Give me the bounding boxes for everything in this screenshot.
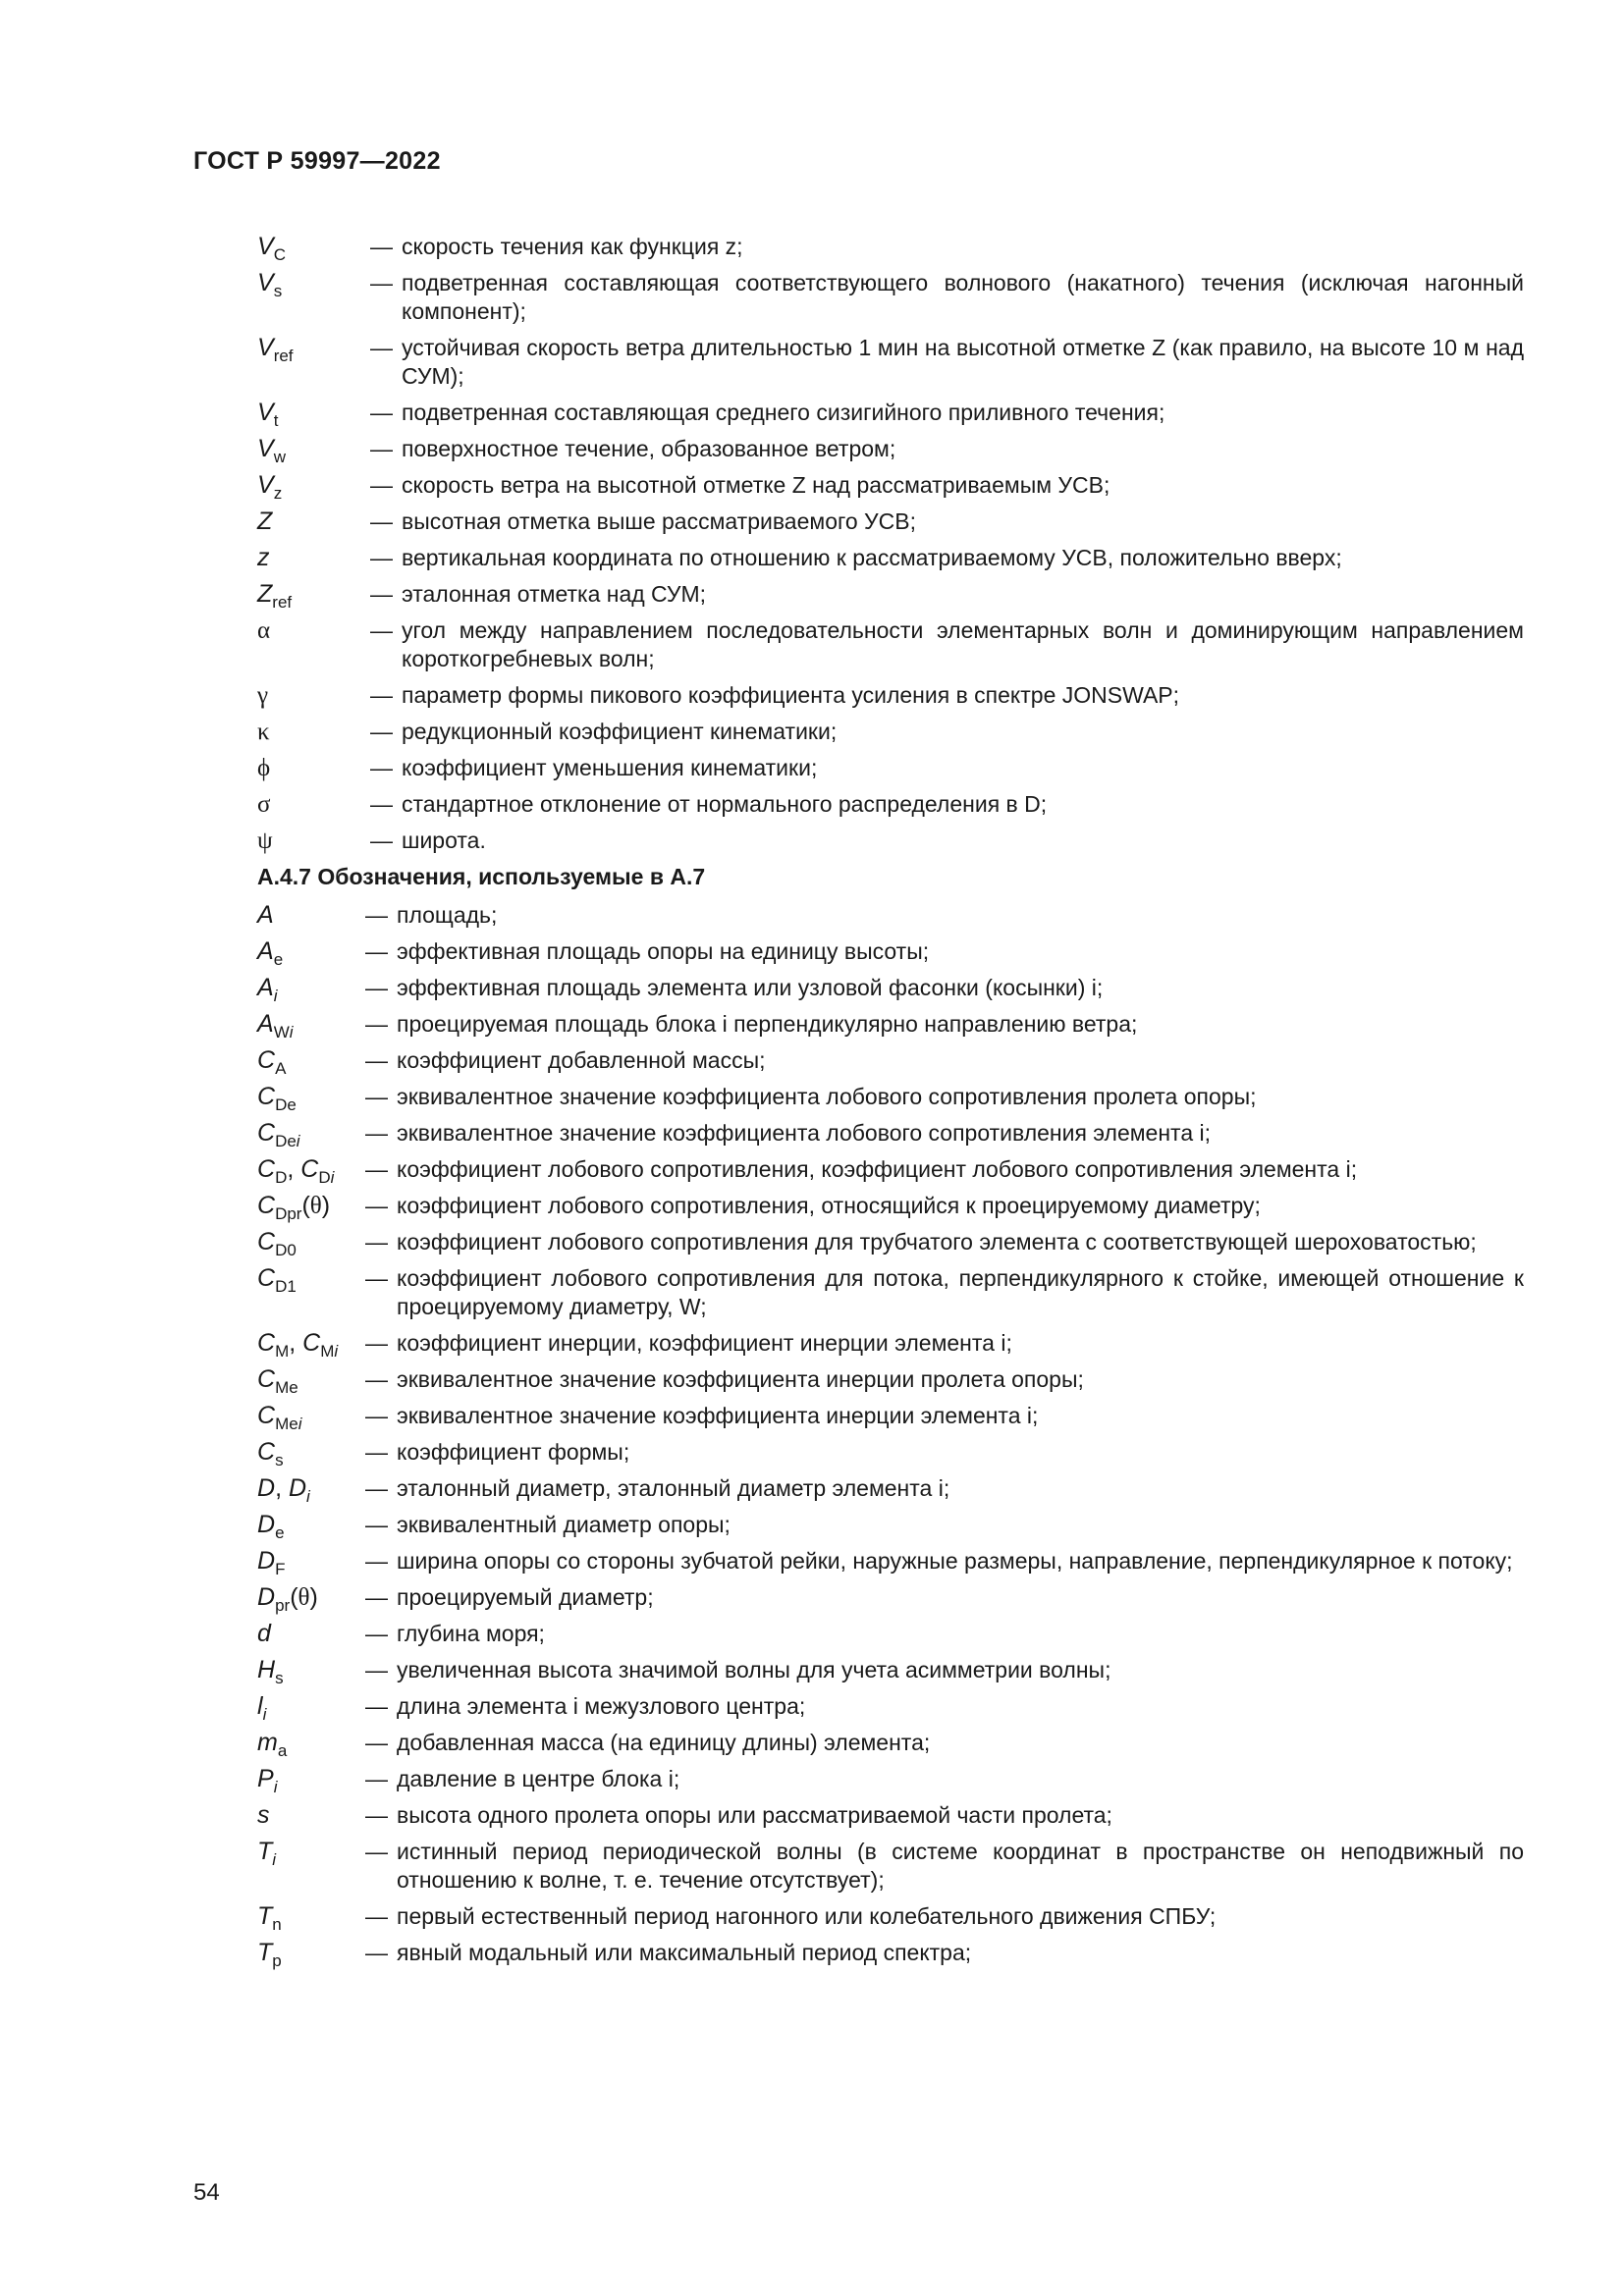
symbol-row-awi <box>257 1010 1524 1039</box>
symbol-row-kappa <box>257 718 1524 746</box>
description: подветренная составляющая соответствующего волнового (накатного) течения (исключая нагонный компонент); <box>402 270 1524 324</box>
description: коэффициент формы; <box>397 1439 630 1465</box>
symbol: $H_s$ <box>257 1656 284 1687</box>
description: коэффициент лобового сопротивления для потока, перпендикулярного к стойке, имеющей отношение к проецируемому диаметру, W; <box>397 1265 1524 1319</box>
dash: — <box>365 1548 388 1574</box>
description: эквивалентное значение коэффициента инерции пролета опоры; <box>397 1366 1084 1392</box>
description: первый естественный период нагонного или колебательного движения СПБУ; <box>397 1903 1217 1929</box>
symbol-row-phi <box>257 754 1524 782</box>
dash: — <box>365 1229 388 1255</box>
symbol-row-psi <box>257 827 1524 855</box>
symbol-row-vc <box>257 233 1524 264</box>
description: коэффициент лобового сопротивления, относящийся к проецируемому диаметру; <box>397 1193 1261 1218</box>
symbol-row-ae <box>257 937 1524 969</box>
symbol: $D_e$ <box>257 1511 285 1542</box>
symbol-row-cs <box>257 1438 1524 1467</box>
symbol-row-cdpr <box>257 1192 1524 1223</box>
description: коэффициент лобового сопротивления, коэффициент лобового сопротивления элемента i; <box>397 1156 1358 1182</box>
description: эквивалентное значение коэффициента лобового сопротивления пролета опоры; <box>397 1084 1257 1109</box>
symbol-row-gamma <box>257 681 1524 710</box>
dash: — <box>370 436 393 461</box>
symbol: $C_{Dpr}(\theta)$ <box>257 1192 331 1223</box>
dash: — <box>365 1084 388 1109</box>
symbol-row-ma <box>257 1729 1524 1760</box>
dash: — <box>370 719 393 744</box>
description: редукционный коэффициент кинематики; <box>402 719 838 744</box>
description: эффективная площадь элемента или узловой фасонки (косынки) i; <box>397 975 1104 1000</box>
symbol: $A_i$ <box>257 974 278 1005</box>
symbol-row-pi <box>257 1765 1524 1796</box>
symbol-row-df <box>257 1547 1524 1578</box>
symbol: $C_{De}$ <box>257 1083 297 1114</box>
dash: — <box>365 938 388 964</box>
dash: — <box>370 472 393 498</box>
description: вертикальная координата по отношению к рассматриваемому УСВ, положительно вверх; <box>402 545 1342 570</box>
symbol-row-ti <box>257 1838 1524 1895</box>
dash: — <box>365 1439 388 1465</box>
symbol: z <box>257 544 270 571</box>
symbol: $C_M$, $C_{Mi}$ <box>257 1329 339 1361</box>
symbol: $V_t$ <box>257 399 279 430</box>
description: глубина моря; <box>397 1621 545 1646</box>
dash: — <box>365 1693 388 1719</box>
symbol: $C_{D1}$ <box>257 1264 297 1296</box>
symbol-row-cdei <box>257 1119 1524 1148</box>
symbol-row-tn <box>257 1902 1524 1934</box>
description: эталонный диаметр, эталонный диаметр элемента i; <box>397 1475 950 1501</box>
symbol: $Z_{ref}$ <box>257 580 293 612</box>
symbol: $D_F$ <box>257 1547 286 1578</box>
description: коэффициент лобового сопротивления для трубчатого элемента с соответствующей шероховатостью; <box>397 1229 1477 1255</box>
symbol: $A_e$ <box>257 937 284 969</box>
description: высота одного пролета опоры или рассматриваемой части пролета; <box>397 1802 1112 1828</box>
symbol-row-dpr <box>257 1583 1524 1615</box>
dash: — <box>365 1156 388 1182</box>
symbol-row-vw <box>257 435 1524 466</box>
symbol-row-vref <box>257 334 1524 391</box>
description: широта. <box>402 828 486 853</box>
description: стандартное отклонение от нормального распределения в D; <box>402 791 1048 817</box>
dash: — <box>365 1047 388 1073</box>
description: добавленная масса (на единицу длины) элемента; <box>397 1730 931 1755</box>
symbol: $C_{D0}$ <box>257 1228 297 1259</box>
dash: — <box>365 1403 388 1428</box>
dash: — <box>365 975 388 1000</box>
symbol: $P_i$ <box>257 1765 278 1796</box>
symbol: D, $D_i$ <box>257 1474 310 1506</box>
symbols-list <box>257 233 1524 1975</box>
description: параметр формы пикового коэффициента усиления в спектре JONSWAP; <box>402 682 1180 708</box>
description: скорость течения как функция z; <box>402 234 743 259</box>
dash: — <box>370 234 393 259</box>
description: коэффициент инерции, коэффициент инерции элемента i; <box>397 1330 1012 1356</box>
symbol: $m_a$ <box>257 1729 288 1760</box>
symbol-row-vt <box>257 399 1524 430</box>
symbol: $C_{Mei}$ <box>257 1402 302 1433</box>
description: поверхностное течение, образованное ветром; <box>402 436 896 461</box>
symbol-row-cm-cmi <box>257 1329 1524 1361</box>
symbol: $C_{Me}$ <box>257 1365 298 1397</box>
description: длина элемента i межузлового центра; <box>397 1693 806 1719</box>
symbol: σ <box>257 791 271 818</box>
symbol: $D_{pr}(\theta)$ <box>257 1583 318 1615</box>
symbol: s <box>257 1801 270 1829</box>
symbol-row-d-lower <box>257 1620 1524 1648</box>
symbol: $T_p$ <box>257 1939 282 1970</box>
symbol: $A_{Wi}$ <box>257 1010 294 1041</box>
dash: — <box>365 1766 388 1791</box>
dash: — <box>370 270 393 295</box>
description: коэффициент уменьшения кинематики; <box>402 755 818 780</box>
symbol: ϕ <box>257 755 271 781</box>
dash: — <box>370 755 393 780</box>
dash: — <box>370 791 393 817</box>
symbol-row-z-lower <box>257 544 1524 572</box>
dash: — <box>365 1120 388 1146</box>
description: эквивалентное значение коэффициента лобового сопротивления элемента i; <box>397 1120 1212 1146</box>
symbol-row-cd1 <box>257 1264 1524 1321</box>
description: подветренная составляющая среднего сизигийного приливного течения; <box>402 400 1165 425</box>
symbol: Z <box>257 507 273 535</box>
symbol-row-cd0 <box>257 1228 1524 1259</box>
symbol: $T_n$ <box>257 1902 282 1934</box>
dash: — <box>370 581 393 607</box>
symbol: $C_A$ <box>257 1046 287 1078</box>
symbol: $V_C$ <box>257 233 286 264</box>
symbol: $C_{Dei}$ <box>257 1119 300 1150</box>
symbol: κ <box>257 719 270 745</box>
description: истинный период периодической волны (в системе координат в пространстве он неподвижный по отношению к волне, т. е. течение отсутствует); <box>397 1839 1524 1893</box>
dash: — <box>365 1011 388 1037</box>
dash: — <box>365 1193 388 1218</box>
symbol: $T_i$ <box>257 1838 277 1869</box>
symbol-row-cd-cdi <box>257 1155 1524 1187</box>
symbol-row-ai <box>257 974 1524 1005</box>
symbol: $V_{ref}$ <box>257 334 294 365</box>
description: эквивалентное значение коэффициента инерции элемента i; <box>397 1403 1039 1428</box>
symbol: α <box>257 617 271 644</box>
description: устойчивая скорость ветра длительностью 1 мин на высотной отметке Z (как правило, на высоте 10 м над СУМ); <box>402 335 1524 389</box>
dash: — <box>365 1657 388 1682</box>
dash: — <box>370 335 393 360</box>
symbol-row-cme <box>257 1365 1524 1397</box>
symbol-row-de <box>257 1511 1524 1542</box>
symbol-row-s <box>257 1801 1524 1830</box>
description: увеличенная высота значимой волны для учета асимметрии волны; <box>397 1657 1111 1682</box>
description: давление в центре блока i; <box>397 1766 680 1791</box>
symbol: A <box>257 901 274 929</box>
dash: — <box>365 1621 388 1646</box>
dash: — <box>365 1839 388 1864</box>
symbol-row-a <box>257 901 1524 930</box>
dash: — <box>365 1475 388 1501</box>
dash: — <box>370 828 393 853</box>
symbol-row-zref <box>257 580 1524 612</box>
dash: — <box>365 1330 388 1356</box>
symbol: $C_D$, $C_{Di}$ <box>257 1155 335 1187</box>
dash: — <box>365 1802 388 1828</box>
description: площадь; <box>397 902 498 928</box>
dash: — <box>365 1903 388 1929</box>
symbol-row-sigma <box>257 790 1524 819</box>
symbol-row-ca <box>257 1046 1524 1078</box>
description: проецируемая площадь блока i перпендикулярно направлению ветра; <box>397 1011 1138 1037</box>
symbol-row-d-di <box>257 1474 1524 1506</box>
symbol-row-cde <box>257 1083 1524 1114</box>
symbol-row-hs <box>257 1656 1524 1687</box>
dash: — <box>365 1512 388 1537</box>
page-number: 54 <box>193 2179 220 2206</box>
description: угол между направлением последовательности элементарных волн и доминирующим направлением короткогребневых волн; <box>402 617 1524 671</box>
dash: — <box>365 902 388 928</box>
symbol-row-vs <box>257 269 1524 326</box>
description: высотная отметка выше рассматриваемого УСВ; <box>402 508 917 534</box>
symbol: d <box>257 1620 271 1647</box>
description: эквивалентный диаметр опоры; <box>397 1512 731 1537</box>
description: коэффициент добавленной массы; <box>397 1047 766 1073</box>
dash: — <box>370 508 393 534</box>
symbol: γ <box>257 682 269 709</box>
symbol: $V_s$ <box>257 269 283 300</box>
document-header: ГОСТ Р 59997—2022 <box>193 147 441 175</box>
symbol: $V_z$ <box>257 471 283 503</box>
symbol-row-cmei <box>257 1402 1524 1433</box>
symbol-row-li <box>257 1692 1524 1724</box>
symbol-row-alpha <box>257 616 1524 673</box>
dash: — <box>365 1366 388 1392</box>
symbol-row-z-upper <box>257 507 1524 536</box>
dash: — <box>370 545 393 570</box>
dash: — <box>365 1940 388 1965</box>
description: явный модальный или максимальный период спектра; <box>397 1940 972 1965</box>
description: эффективная площадь опоры на единицу высоты; <box>397 938 930 964</box>
dash: — <box>370 617 393 643</box>
dash: — <box>365 1730 388 1755</box>
symbol-row-vz <box>257 471 1524 503</box>
section-title: А.4.7 Обозначения, используемые в А.7 <box>257 864 706 889</box>
dash: — <box>370 400 393 425</box>
dash: — <box>365 1584 388 1610</box>
description: ширина опоры со стороны зубчатой рейки, наружные размеры, направление, перпендикулярное к потоку; <box>397 1548 1513 1574</box>
symbol: $l_i$ <box>257 1692 267 1724</box>
symbol: $V_w$ <box>257 435 286 466</box>
dash: — <box>370 682 393 708</box>
description: проецируемый диаметр; <box>397 1584 654 1610</box>
symbol: $C_s$ <box>257 1438 284 1469</box>
symbol-row-tp <box>257 1939 1524 1970</box>
description: скорость ветра на высотной отметке Z над рассматриваемым УСВ; <box>402 472 1110 498</box>
description: эталонная отметка над СУМ; <box>402 581 707 607</box>
dash: — <box>365 1265 388 1291</box>
symbol: ψ <box>257 828 273 854</box>
